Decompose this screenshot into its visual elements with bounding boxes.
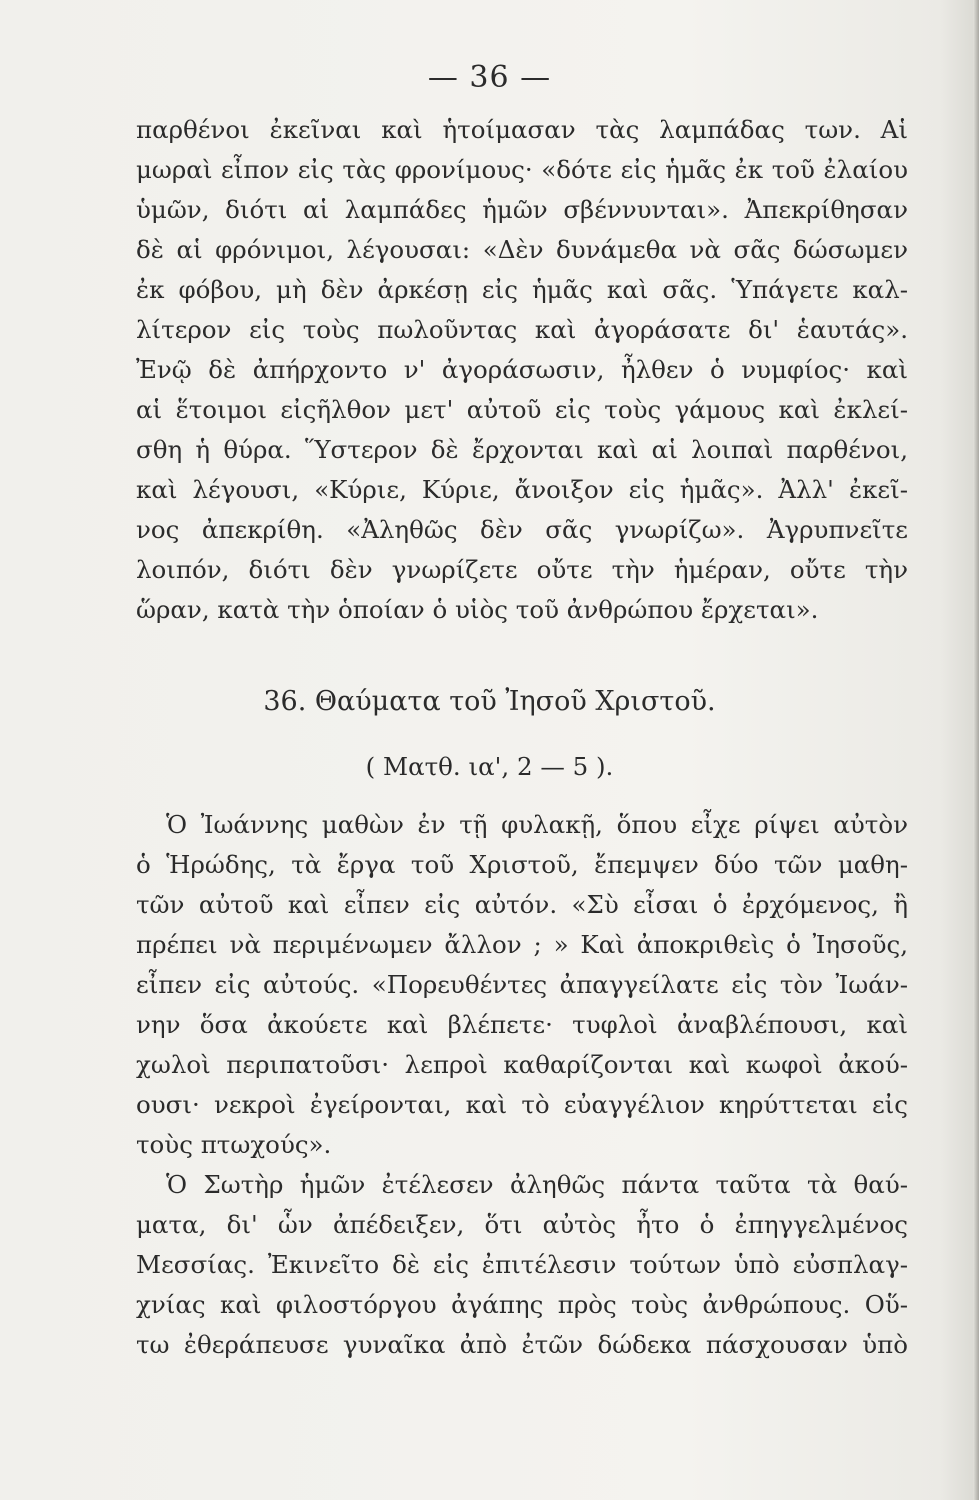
text-line: πρέπει νὰ περιμένωμεν ἄλλον ; » Καὶ ἀποκριθεὶς ὁ Ἰησοῦς, bbox=[136, 930, 908, 959]
text-line: ὥραν, κατὰ τὴν ὁποίαν ὁ υἱὸς τοῦ ἀνθρώπου ἔρχεται». bbox=[136, 595, 819, 624]
text-line: Ἐνῷ δὲ ἀπήρχοντο ν' ἀγοράσωσιν, ἦλθεν ὁ νυμφίος· καὶ bbox=[136, 355, 908, 384]
text-line: παρθένοι ἐκεῖναι καὶ ἡτοίμασαν τὰς λαμπάδας των. Αἱ bbox=[136, 115, 908, 144]
text-line: Μεσσίας. Ἐκινεῖτο δὲ εἰς ἐπιτέλεσιν τούτων ὑπὸ εὐσπλαγ- bbox=[136, 1250, 908, 1279]
paragraph-2 bbox=[136, 805, 908, 1165]
text-line: αἱ ἕτοιμοι εἰςῆλθον μετ' αὐτοῦ εἰς τοὺς γάμους καὶ ἐκλεί- bbox=[136, 395, 908, 424]
page-edge-shadow bbox=[973, 0, 979, 1500]
text-line: λοιπόν, διότι δὲν γνωρίζετε οὔτε τὴν ἡμέραν, οὔτε τὴν bbox=[136, 555, 908, 584]
text-line: τω ἐθεράπευσε γυναῖκα ἀπὸ ἐτῶν δώδεκα πάσχουσαν ὑπὸ bbox=[136, 1330, 908, 1359]
text-line: ἐκ φόβου, μὴ δὲν ἀρκέσῃ εἰς ἡμᾶς καὶ σᾶς. Ὑπάγετε καλ- bbox=[136, 275, 908, 304]
text-line: μωραὶ εἶπον εἰς τὰς φρονίμους· «δότε εἰς ἡμᾶς ἐκ τοῦ ἐλαίου bbox=[136, 155, 908, 184]
paragraph-1 bbox=[136, 110, 908, 630]
text-line: ουσι· νεκροὶ ἐγείρονται, καὶ τὸ εὐαγγέλιον κηρύττεται εἰς bbox=[136, 1090, 908, 1119]
text-line: σθη ἡ θύρα. Ὕστερον δὲ ἔρχονται καὶ αἱ λοιπαὶ παρθένοι, bbox=[136, 435, 908, 464]
text-line: τῶν αὐτοῦ καὶ εἶπεν εἰς αὐτόν. «Σὺ εἶσαι ὁ ἐρχόμενος, ἢ bbox=[136, 890, 908, 919]
text-line: Ὁ Σωτὴρ ἡμῶν ἐτέλεσεν ἀληθῶς πάντα ταῦτα τὰ θαύ- bbox=[166, 1170, 908, 1199]
page-number: — 36 — bbox=[427, 60, 552, 95]
section-reference: ( Ματθ. ια', 2 — 5 ). bbox=[365, 752, 614, 781]
text-line: χωλοὶ περιπατοῦσι· λεπροὶ καθαρίζονται καὶ κωφοὶ ἀκού- bbox=[136, 1050, 908, 1079]
text-line: ὑμῶν, διότι αἱ λαμπάδες ἡμῶν σβέννυνται». Ἀπεκρίθησαν bbox=[136, 195, 908, 224]
text-line: ματα, δι' ὧν ἀπέδειξεν, ὅτι αὐτὸς ἦτο ὁ ἐπηγγελμένος bbox=[136, 1210, 908, 1239]
text-line: χνίας καὶ φιλοστόργου ἀγάπης πρὸς τοὺς ἀνθρώπους. Οὕ- bbox=[136, 1290, 908, 1319]
text-line: νος ἀπεκρίθη. «Ἀληθῶς δὲν σᾶς γνωρίζω». Ἀγρυπνεῖτε bbox=[136, 515, 908, 544]
text-line: ὁ Ἡρώδης, τὰ ἔργα τοῦ Χριστοῦ, ἔπεμψεν δύο τῶν μαθη- bbox=[136, 850, 908, 879]
text-line: νην ὅσα ἀκούετε καὶ βλέπετε· τυφλοὶ ἀναβλέπουσι, καὶ bbox=[136, 1010, 908, 1039]
text-line: Ὁ Ἰωάννης μαθὼν ἐν τῇ φυλακῇ, ὅπου εἶχε ρίψει αὐτὸν bbox=[166, 810, 908, 839]
text-line: καὶ λέγουσι, «Κύριε, Κύριε, ἄνοιξον εἰς ἡμᾶς». Ἀλλ' ἐκεῖ- bbox=[136, 475, 908, 504]
paragraph-3 bbox=[136, 1165, 908, 1365]
section-title: 36. Θαύματα τοῦ Ἰησοῦ Χριστοῦ. bbox=[263, 686, 716, 717]
text-line: τοὺς πτωχούς». bbox=[136, 1130, 332, 1159]
text-line: δὲ αἱ φρόνιμοι, λέγουσαι: «Δὲν δυνάμεθα νὰ σᾶς δώσωμεν bbox=[136, 235, 908, 264]
text-line: λίτερον εἰς τοὺς πωλοῦντας καὶ ἀγοράσατε δι' ἑαυτάς». bbox=[136, 315, 908, 344]
text-line: εἶπεν εἰς αὐτούς. «Πορευθέντες ἀπαγγείλατε εἰς τὸν Ἰωάν- bbox=[136, 970, 908, 999]
